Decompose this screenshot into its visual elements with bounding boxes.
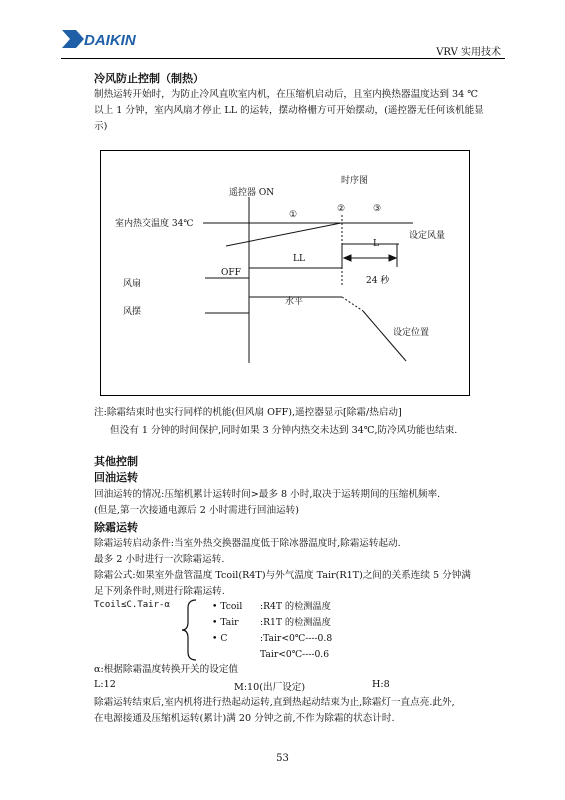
daikin-logo-mark (62, 30, 84, 48)
diagram-title: 时序图 (341, 176, 369, 186)
subsection-title-defrost: 除霜运转 (94, 521, 138, 534)
daikin-logo-text: DAIKIN (84, 32, 136, 49)
curly-brace (180, 598, 200, 662)
param-key: • Tcoil (212, 601, 243, 612)
defrost-formula: Tcoil≤C.Tair-α (94, 600, 170, 610)
param-key: • Tair (212, 617, 239, 628)
oil-return-line-2: (但是,第一次接通电源后 2 小时需进行回油运转) (94, 505, 300, 516)
param-value: :R1T 的检测温度 (260, 617, 331, 628)
row-label-fan: 风扇 (123, 279, 142, 289)
subsection-title-oil-return: 回油运转 (94, 471, 138, 484)
label-off: OFF (221, 268, 241, 278)
label-level: 水平 (285, 297, 304, 307)
oil-return-line-1: 回油运转的情况:压缩机累计运转时间>最多 8 小时,取决于运转期间的压缩机频率. (94, 489, 441, 500)
section-body-cold-air-prevention: 制热运转开始时，为防止冷风直吹室内机，在压缩机启动后，且室内换热器温度达到 34 ℃以上 1 分钟，室内风扇才停止 LL 的运转，摆动格栅方可开始摆动，(遥控器无任何该机能显示) (94, 89, 484, 132)
defrost-end-line-2: 在电源接通及压缩机运转(累计)满 20 分钟之前,不作为除霜的状态计时. (94, 713, 395, 724)
defrost-end-line-1: 除霜运转结束后,室内机将进行热起动运转,直到热起动结束为止,除霜灯一直点亮.此外, (94, 697, 455, 708)
param-value: :Tair<0℃----0.8 (260, 633, 333, 644)
delay-arrow-right-head (389, 255, 396, 261)
document-title: VRV 实用技术 (436, 47, 501, 58)
row-label-swing: 风摆 (123, 307, 142, 317)
section-title-other-control: 其他控制 (94, 455, 138, 468)
section-title-cold-air-prevention: 冷风防止控制（制热） (94, 72, 204, 85)
defrost-line-2: 最多 2 小时进行一次除霜运转. (94, 554, 225, 565)
marker-2: ② (337, 204, 346, 214)
note-line-1: 注:除霜结束时也实行同样的机能(但风扇 OFF),遥控器显示[除霜/热启动] (94, 407, 402, 418)
alpha-note: α:根据除霜温度转换开关的设定值 (94, 664, 239, 675)
param-key: • C (212, 633, 228, 644)
marker-3: ③ (373, 204, 382, 214)
param-value: Tair<0℃----0.6 (260, 649, 330, 660)
timing-diagram-frame (100, 150, 470, 396)
label-set-fan: 设定风量 (409, 231, 446, 241)
swing-ramp-dashed (342, 297, 363, 311)
temp-rise-curve (226, 223, 341, 246)
delay-arrow-left-head (344, 255, 351, 261)
marker-1: ① (289, 210, 298, 220)
label-remote-on: 遥控器 ON (229, 188, 275, 198)
label-ll: LL (293, 254, 305, 264)
label-l: L (373, 239, 379, 249)
defrost-line-4: 足下列条件时,则进行除霜运转. (94, 586, 225, 597)
page-number: 53 (276, 753, 289, 764)
defrost-line-3: 除霜公式:如果室外盘管温度 Tcoil(R4T)与外气温度 Tair(R1T)之间的关系连续 5 分钟满 (94, 570, 471, 581)
note-line-2: 但没有 1 分钟的时间保护,同时如果 3 分钟内热交未达到 34℃,防冷风功能也结束. (110, 425, 458, 436)
defrost-line-1: 除霜运转启动条件:当室外热交换器温度低于除冰器温度时,除霜运转起动. (94, 538, 401, 549)
param-value: :R4T 的检测温度 (260, 601, 331, 612)
row-label-temp: 室内热交温度 34℃ (115, 219, 194, 229)
setting-l: L:12 (94, 679, 116, 690)
header-rule (61, 58, 505, 59)
label-24s: 24 秒 (366, 276, 390, 286)
label-set-position: 设定位置 (393, 328, 430, 338)
timing-diagram (101, 151, 469, 395)
setting-h: H:8 (372, 679, 390, 690)
setting-m: M:10(出厂设定) (234, 682, 306, 693)
daikin-logo (62, 28, 162, 50)
swing-signal (205, 297, 342, 313)
